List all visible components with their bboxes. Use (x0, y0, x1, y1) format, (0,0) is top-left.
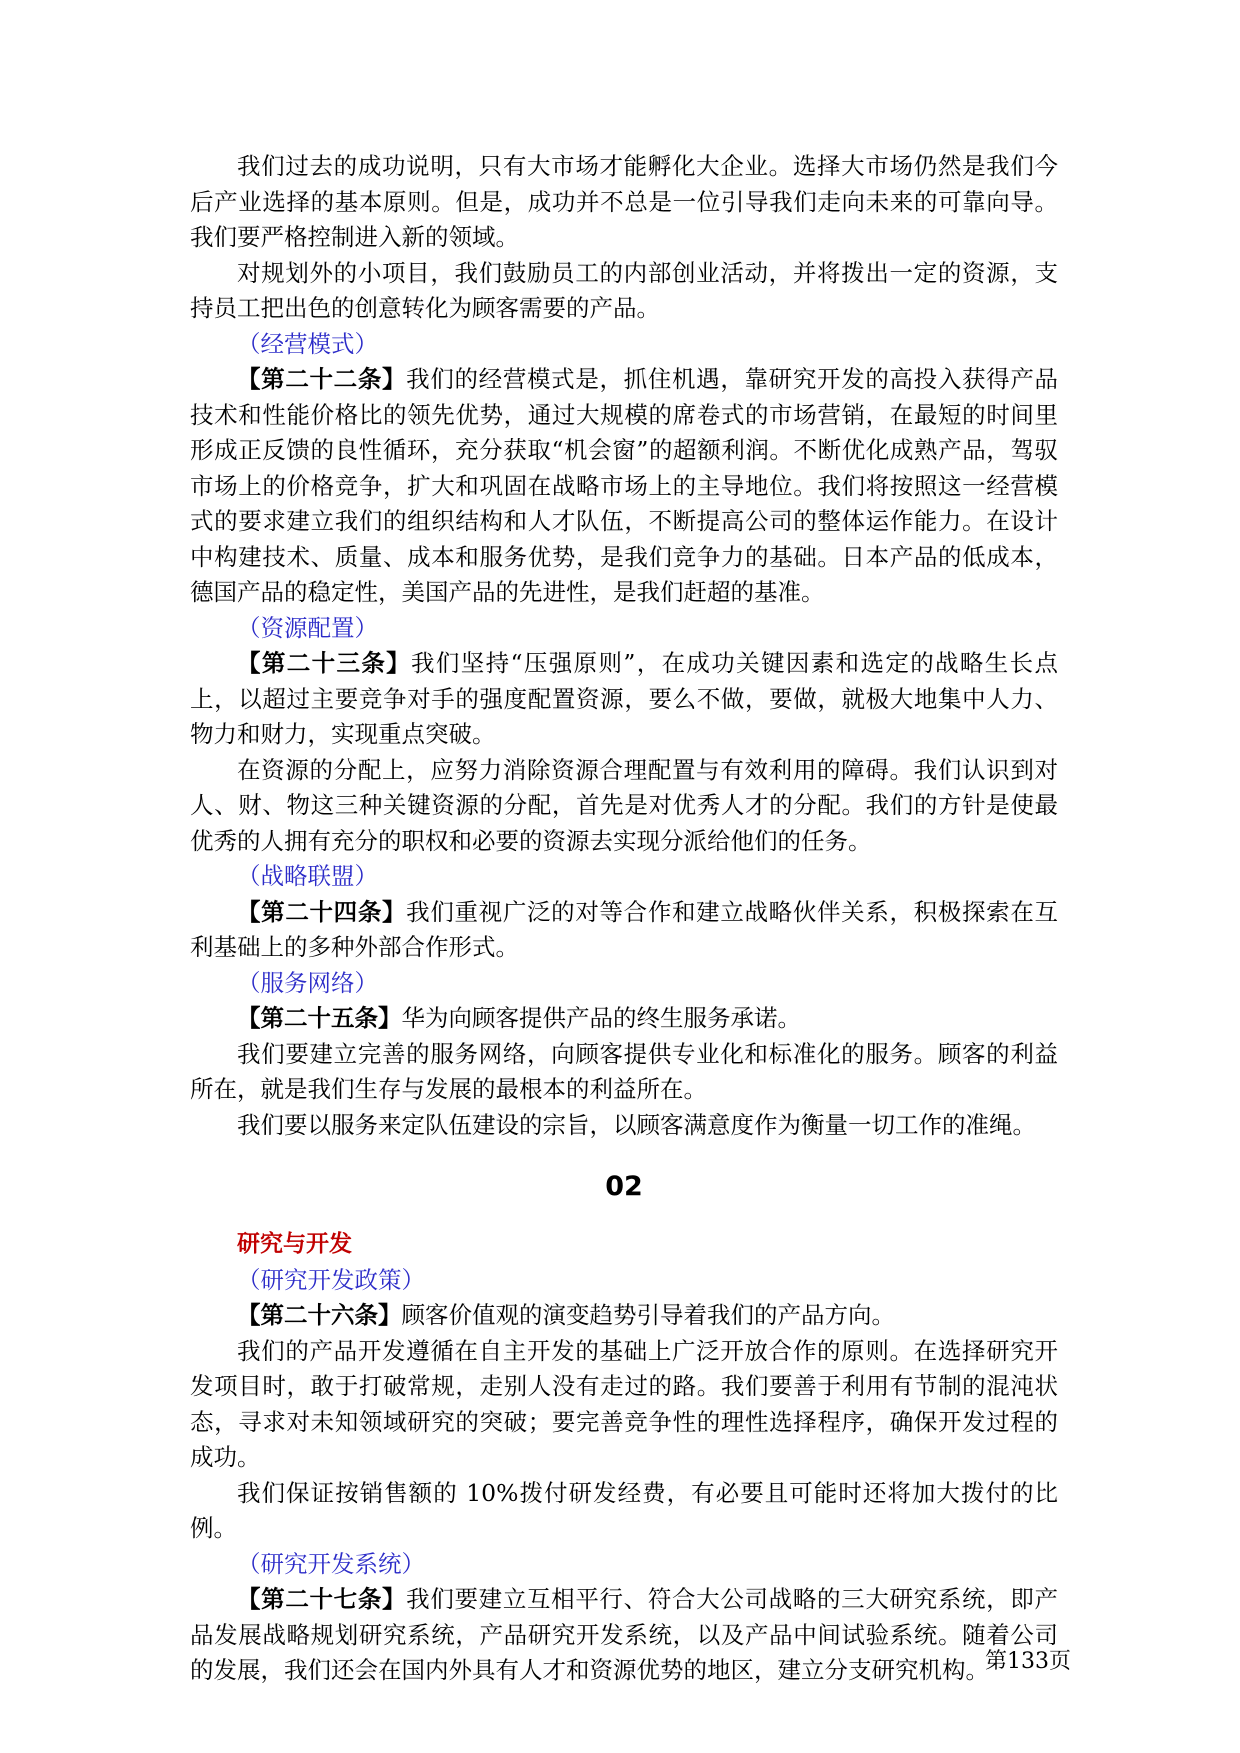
article-label: 【第二十三条】 (237, 649, 412, 677)
paragraph: 在资源的分配上，应努力消除资源合理配置与有效利用的障碍。我们认识到对人、财、物这三种关键资源的分配，首先是对优秀人才的分配。我们的方针是使最优秀的人拥有充分的职权和必要的资源去实现分派给他们的任务。 (190, 755, 1058, 855)
article-22 (190, 362, 1058, 611)
subheading-rd-system: （研究开发系统） (237, 1549, 425, 1578)
article-text: 顾客价值观的演变趋势引导着我们的产品方向。 (401, 1301, 895, 1329)
subheading-strategic-alliance: （战略联盟） (237, 862, 378, 890)
chapter-title: 研究与开发 (237, 1231, 352, 1257)
article-label: 【第二十四条】 (237, 897, 407, 926)
paragraph: 我们的产品开发遵循在自主开发的基础上广泛开放合作的原则。在选择研究开发项目时，敢于打破常规，走别人没有走过的路。我们要善于利用有节制的混沌状态，寻求对未知领域研究的突破；要完善竞争性的理性选择程序，确保开发过程的成功。 (190, 1336, 1058, 1471)
page-content (190, 149, 1058, 1689)
article-25 (190, 1001, 1058, 1037)
paragraph: 我们保证按销售额的 10%拨付研发经费，有必要且可能时还将加大拨付的比例。 (190, 1478, 1058, 1542)
article-text: 我们要建立互相平行、符合大公司战略的三大研究系统，即产品发展战略规划研究系统，产品研究开发系统，以及产品中间试验系统。随着公司的发展，我们还会在国内外具有人才和资源优势的地区，建立分支研究机构。 (190, 1585, 1059, 1684)
article-label: 【第二十二条】 (237, 365, 407, 393)
subheading-resource-allocation: （资源配置） (237, 613, 378, 642)
article-24 (190, 895, 1058, 966)
article-26 (190, 1298, 1058, 1334)
subheading-service-network: （服务网络） (237, 968, 378, 997)
paragraph: 我们要建立完善的服务网络，向顾客提供专业化和标准化的服务。顾客的利益所在，就是我们生存与发展的最根本的利益所在。 (190, 1039, 1058, 1103)
paragraph: 我们要以服务来定队伍建设的宗旨，以顾客满意度作为衡量一切工作的准绳。 (237, 1110, 1036, 1139)
page-number: 第133页 (985, 1649, 1071, 1674)
article-text: 华为向顾客提供产品的终生服务承诺。 (401, 1004, 801, 1032)
article-27 (190, 1582, 1058, 1689)
paragraph: 我们过去的成功说明，只有大市场才能孵化大企业。选择大市场仍然是我们今后产业选择的基本原则。但是，成功并不总是一位引导我们走向未来的可靠向导。我们要严格控制进入新的领域。 (190, 152, 1058, 251)
article-label: 【第二十七条】 (237, 1585, 407, 1613)
paragraph: 对规划外的小项目，我们鼓励员工的内部创业活动，并将拨出一定的资源，支持员工把出色的创意转化为顾客需要的产品。 (190, 258, 1058, 322)
article-label: 【第二十五条】 (237, 1004, 402, 1032)
article-23 (190, 646, 1058, 753)
section-number: 02 (605, 1171, 643, 1202)
article-text: 我们重视广泛的对等合作和建立战略伙伴关系，积极探索在互利基础上的多种外部合作形式。 (190, 897, 1059, 961)
subheading-rd-policy: （研究开发政策） (237, 1265, 425, 1294)
subheading-business-model: （经营模式） (237, 329, 378, 358)
article-text: 我们的经营模式是，抓住机遇，靠研究开发的高投入获得产品技术和性能价格比的领先优势，通过大规模的席卷式的市场营销，在最短的时间里形成正反馈的良性循环，充分获取“机会窗”的超额利润。不断优化成熟产品，驾驭市场上的价格竞争，扩大和巩固在战略市场上的主导地位。我们将按照这一经营模式的要求建立我们的组织结构和人才队伍，不断提高公司的整体运作能力。在设计中构建技术、质量、成本和服务优势，是我们竞争力的基础。日本产品的低成本，德国产品的稳定性，美国产品的先进性，是我们赶超的基准。 (190, 365, 1059, 606)
article-text: 我们坚持“压强原则”，在成功关键因素和选定的战略生长点上，以超过主要竞争对手的强度配置资源，要么不做，要做，就极大地集中人力、物力和财力，实现重点突破。 (190, 649, 1059, 748)
article-label: 【第二十六条】 (237, 1301, 402, 1329)
